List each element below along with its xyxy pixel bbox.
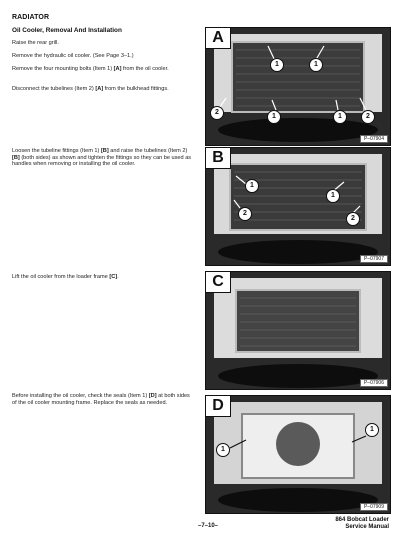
figure-c-photo xyxy=(206,272,390,389)
manual-title-line2: Service Manual xyxy=(345,524,389,530)
callout-item-1: 1 xyxy=(333,110,347,124)
figure-a xyxy=(205,27,391,146)
figure-b xyxy=(205,147,391,266)
callout-item-1: 1 xyxy=(365,423,379,437)
callout-item-2: 2 xyxy=(238,207,252,221)
figure-c-letter: C xyxy=(206,272,231,293)
figure-b-letter: B xyxy=(206,148,231,169)
figure-c-ref: P–07906 xyxy=(360,379,388,387)
figure-c xyxy=(205,271,391,390)
figure-d xyxy=(205,395,391,514)
callout-item-1: 1 xyxy=(245,179,259,193)
figure-d-photo xyxy=(206,396,390,513)
figure-a-letter: A xyxy=(206,28,231,49)
figure-d-letter: D xyxy=(206,396,231,417)
step-remove-cooler: Remove the hydraulic oil cooler. (See Page 3–1.) xyxy=(12,53,134,59)
figure-b-photo xyxy=(206,148,390,265)
figure-a-ref: P–07904 xyxy=(360,135,388,143)
callout-item-2: 2 xyxy=(346,212,360,226)
figure-b-ref: P–07907 xyxy=(360,255,388,263)
figure-d-ref: P–07909 xyxy=(360,503,388,511)
callout-item-1: 1 xyxy=(216,443,230,457)
step-remove-bolts: Remove the four mounting bolts (Item 1) [A] from the oil cooler. xyxy=(12,66,169,72)
step-disconnect-tubelines: Disconnect the tubelines (Item 2) [A] from the bulkhead fittings. xyxy=(12,86,169,92)
callout-item-2: 2 xyxy=(361,110,375,124)
step-loosen-fittings: Loosen the tubeline fittings (Item 1) [B] and raise the tubelines (Item 2) [B] (both sides) as shown and tighten the fittings so they can be used as handles when removing or installing the oil cooler. xyxy=(12,148,192,168)
manual-title-line1: 864 Bobcat Loader xyxy=(335,517,389,523)
step-raise-grill: Raise the rear grill. xyxy=(12,40,59,46)
step-lift-cooler: Lift the oil cooler from the loader frame [C]. xyxy=(12,274,119,280)
subsection-title: Oil Cooler, Removal And Installation xyxy=(12,27,122,34)
page-number: –7–10– xyxy=(197,523,219,529)
step-check-seals: Before installing the oil cooler, check the seals (Item 1) [D] at both sides of the oil cooler mounting frame. Replace the seals as needed. xyxy=(12,393,190,406)
callout-item-2: 2 xyxy=(210,106,224,120)
section-title: RADIATOR xyxy=(12,14,50,21)
manual-title xyxy=(335,517,389,531)
figure-a-photo xyxy=(206,28,390,145)
callout-item-1: 1 xyxy=(270,58,284,72)
callout-item-1: 1 xyxy=(309,58,323,72)
callout-item-1: 1 xyxy=(326,189,340,203)
callout-item-1: 1 xyxy=(267,110,281,124)
